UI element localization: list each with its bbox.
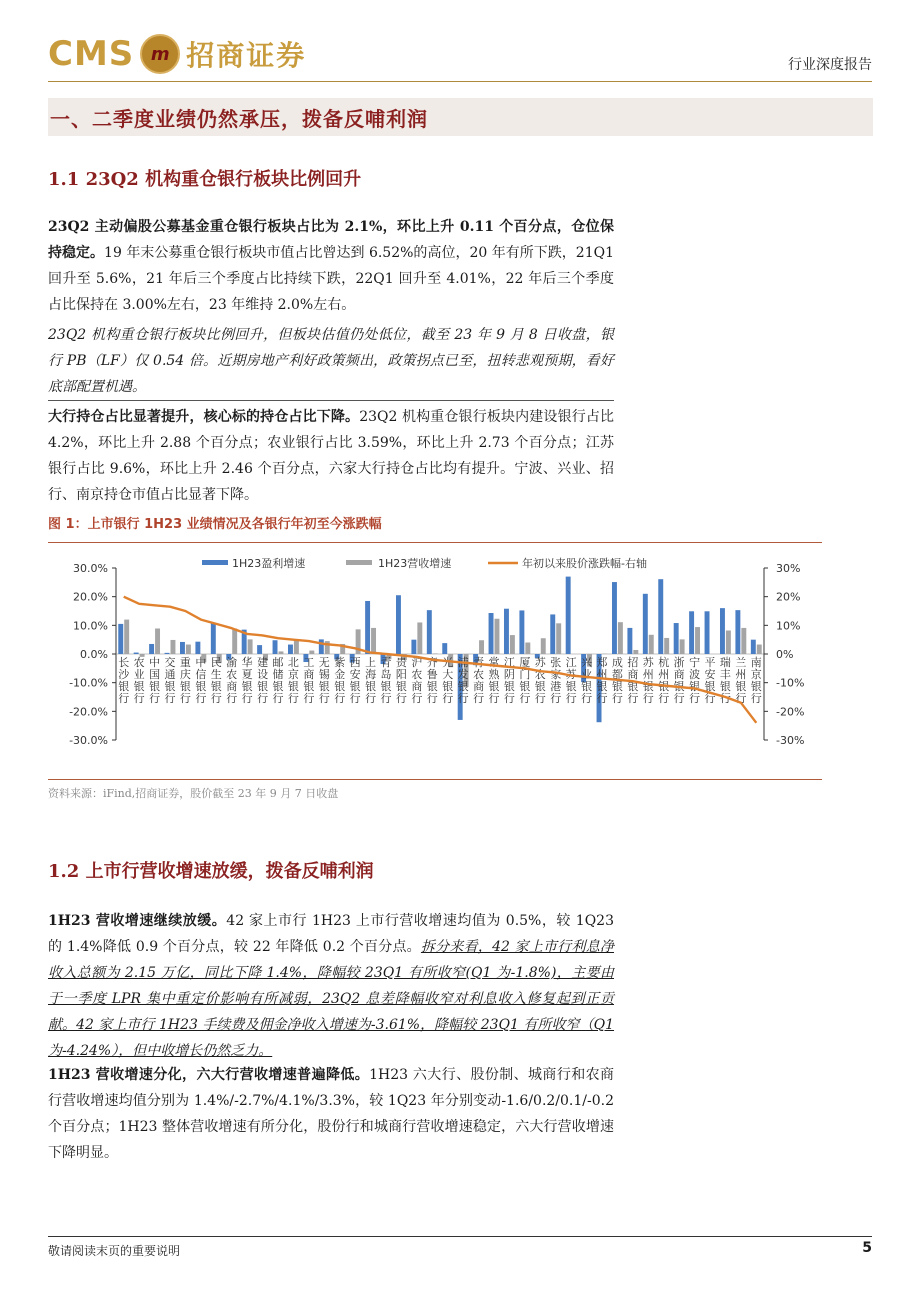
subsection-title-1-2: 1.2 上市行营收增速放缓，拨备反哺利润	[48, 861, 374, 882]
bar-revenue-growth	[741, 628, 746, 654]
bar-profit-growth	[149, 644, 154, 654]
bar-profit-growth	[720, 608, 725, 654]
category-label: 西安银行	[349, 656, 361, 705]
bar-profit-growth	[257, 645, 262, 654]
paragraph-big-banks	[48, 404, 614, 508]
category-label: 交通银行	[164, 656, 176, 705]
category-label: 光大银行	[442, 656, 454, 705]
bar-profit-growth	[442, 643, 447, 654]
bar-revenue-growth	[726, 630, 731, 654]
paragraph-revenue-divergence	[48, 1062, 614, 1166]
company-logo	[48, 34, 306, 74]
left-tick-label: 20.0%	[73, 590, 108, 604]
left-tick-label: -20.0%	[69, 705, 108, 719]
bar-revenue-growth	[664, 638, 669, 654]
bar-profit-growth	[165, 653, 170, 654]
category-label: 青岛银行	[380, 656, 392, 705]
bar-revenue-growth	[186, 645, 191, 654]
bar-revenue-growth	[371, 628, 376, 654]
category-label: 宁波银行	[689, 656, 701, 705]
report-type: 行业深度报告	[788, 57, 872, 73]
bar-profit-growth	[658, 579, 663, 654]
category-label: 苏州银行	[642, 656, 654, 705]
bar-revenue-growth	[155, 628, 160, 654]
bar-revenue-growth	[417, 622, 422, 654]
category-label: 浦发银行	[457, 656, 469, 705]
left-tick-label: 30.0%	[73, 562, 108, 575]
bar-profit-growth	[118, 624, 123, 654]
category-label: 齐鲁银行	[426, 656, 438, 705]
bar-profit-growth	[319, 639, 324, 654]
bar-revenue-growth	[124, 620, 129, 654]
bar-revenue-growth	[309, 651, 314, 654]
right-tick-label: 20%	[776, 590, 801, 604]
legend-swatch-profit	[202, 560, 228, 565]
category-label: 厦门银行	[519, 656, 531, 705]
category-labels	[118, 655, 762, 705]
bar-profit-growth	[612, 582, 617, 654]
bar-revenue-growth	[618, 622, 623, 654]
bar-profit-growth	[288, 645, 293, 654]
category-label: 中信银行	[195, 656, 207, 705]
logo-chinese: 招商证券	[186, 39, 307, 72]
right-tick-label: -30%	[776, 734, 805, 747]
bar-profit-growth	[427, 610, 432, 654]
bar-revenue-growth	[279, 651, 284, 654]
category-label: 北京银行	[287, 656, 299, 705]
left-tick-label: -10.0%	[69, 676, 108, 690]
bar-profit-growth	[489, 613, 494, 654]
category-label: 民生银行	[210, 656, 222, 705]
bar-profit-growth	[550, 614, 555, 654]
category-label: 张家港行	[550, 656, 562, 705]
paragraph-revenue-slowdown	[48, 908, 614, 1064]
paragraph-valuation	[48, 322, 614, 401]
left-tick-label: -30.0%	[69, 734, 108, 747]
bar-revenue-growth	[633, 650, 638, 654]
logo-badge-icon: m	[140, 34, 180, 74]
footer-divider	[48, 1236, 872, 1237]
category-label: 中国银行	[149, 656, 161, 705]
footer-note: 敬请阅读末页的重要说明	[48, 1244, 181, 1258]
paragraph-body: 42 家上市行 1H23 上市行营收增速均值为 0.5%，较 1Q23 的 1.4%降低 0.9 个百分点，较 22 年降低 0.2 个百分点。	[48, 913, 614, 955]
legend-label-revenue: 1H23营收增速	[378, 557, 452, 570]
legend-swatch-revenue	[346, 560, 372, 565]
category-label: 江苏银行	[565, 656, 577, 705]
bar-profit-growth	[180, 642, 185, 654]
paragraph-lead: 23Q2 主动偏股公募基金重仓银行板块占比为 2.1%，环比上升 0.11 个百分点，仓位保持稳定。	[48, 219, 614, 261]
page-number: 5	[862, 1240, 872, 1256]
bar-revenue-growth	[757, 645, 762, 654]
bar-revenue-growth	[680, 639, 685, 654]
paragraph-lead: 大行持仓占比显著提升，核心标的持仓占比下降。	[48, 409, 360, 425]
bar-profit-growth	[735, 610, 740, 654]
category-label: 紫金银行	[334, 656, 346, 705]
right-tick-label: 10%	[776, 619, 801, 633]
category-label: 浙商银行	[673, 656, 685, 705]
bar-profit-growth	[689, 611, 694, 654]
bar-profit-growth	[211, 623, 216, 654]
category-label: 青农商行	[473, 656, 485, 705]
paragraph-body: 1H23 六大行、股份制、城商行和农商行营收增速均值分别为 1.4%/-2.7%/4.1%/3.3%，较 1Q23 年分别变动-1.6/0.2/0.1/-0.2 个百分点；1H23 整体营收增速有所分化，股份行和城商行营收增速稳定，六大行营收增速下降明显。	[48, 1067, 614, 1161]
category-label: 兴业银行	[581, 656, 593, 705]
bar-profit-growth	[627, 628, 632, 654]
bar-profit-growth	[365, 601, 370, 654]
bar-profit-growth	[504, 609, 509, 654]
category-label: 成都银行	[611, 656, 623, 705]
bank-performance-chart	[48, 548, 828, 776]
bar-revenue-growth	[479, 640, 484, 654]
category-label: 沪农商行	[411, 656, 423, 705]
bar-profit-growth	[705, 611, 710, 654]
left-tick-label: 0.0%	[80, 648, 108, 661]
right-tick-label: -20%	[776, 705, 805, 719]
category-label: 兰州银行	[735, 656, 747, 705]
legend-label-profit: 1H23盈利增速	[232, 557, 306, 570]
category-label: 杭州银行	[658, 656, 670, 705]
bar-revenue-growth	[510, 635, 515, 654]
legend-label-price: 年初以来股价涨跌幅-右轴	[522, 557, 647, 570]
bar-profit-growth	[519, 610, 524, 654]
bar-profit-growth	[134, 653, 139, 654]
logo-latin: CMS	[48, 34, 135, 74]
category-label: 苏农银行	[534, 656, 546, 705]
category-label: 华夏银行	[241, 656, 253, 705]
bar-profit-growth	[411, 640, 416, 654]
bar-revenue-growth	[525, 643, 530, 654]
category-label: 南京银行	[750, 656, 762, 705]
left-tick-label: 10.0%	[73, 619, 108, 633]
category-label: 工商银行	[303, 656, 315, 705]
figure-top-rule	[48, 542, 822, 543]
category-label: 瑞丰银行	[719, 656, 731, 705]
bar-profit-growth	[566, 577, 571, 654]
bar-revenue-growth	[556, 623, 561, 654]
bar-profit-growth	[751, 640, 756, 654]
bar-revenue-growth	[294, 641, 299, 654]
category-label: 招商银行	[627, 656, 639, 705]
category-label: 渝农商行	[226, 656, 238, 705]
right-tick-label: -10%	[776, 676, 805, 690]
bar-revenue-growth	[541, 638, 546, 654]
category-label: 平安银行	[704, 656, 716, 705]
paragraph-italic: 拆分来看，42 家上市行利息净收入总额为 2.15 万亿，同比下降 1.4%，降幅较 23Q1 有所收窄(Q1 为-1.8%)，主要由于一季度 LPR 集中重定价影响有所减弱，23Q2 息差降幅收窄对利息收入修复起到正贡献。42 家上市行 1H23 手续费及佣金净收入增速为-3.61%，降幅较 23Q1 有所收窄（Q1 为-4.24%），但中收增长仍然乏力。	[48, 939, 614, 1059]
header-divider	[48, 81, 872, 82]
bar-revenue-growth	[495, 619, 500, 654]
bar-profit-growth	[643, 594, 648, 654]
paragraph-fund-holdings	[48, 214, 614, 318]
bar-revenue-growth	[695, 627, 700, 654]
subsection-title-1-1: 1.1 23Q2 机构重仓银行板块比例回升	[48, 169, 362, 190]
bar-profit-growth	[195, 642, 200, 654]
paragraph-body: 19 年末公募重仓银行板块市值占比曾达到 6.52%的高位，20 年有所下跌，21Q1 回升至 5.6%，21 年后三个季度占比持续下跌，22Q1 回升至 4.01%，22 年后三个季度占比保持在 3.00%左右，23 年维持 2.0%左右。	[48, 245, 615, 313]
bar-revenue-growth	[232, 628, 237, 654]
bar-profit-growth	[674, 623, 679, 654]
category-label: 邮储银行	[272, 656, 284, 705]
category-label: 无锡银行	[318, 656, 330, 705]
category-label: 农业银行	[133, 656, 145, 705]
figure-source: 资料来源：iFind,招商证券，股价截至 23 年 9 月 7 日收盘	[48, 787, 339, 800]
category-label: 江阴银行	[503, 656, 515, 705]
right-tick-label: 30%	[776, 562, 801, 575]
bar-revenue-growth	[248, 639, 253, 654]
bar-revenue-growth	[171, 640, 176, 654]
chart-legend	[202, 556, 647, 570]
right-tick-label: 0%	[776, 648, 794, 661]
bar-profit-growth	[396, 595, 401, 654]
category-label: 郑州银行	[596, 656, 608, 705]
right-axis	[764, 562, 804, 747]
category-label: 长沙银行	[118, 656, 130, 705]
category-label: 重庆银行	[179, 656, 191, 705]
section-title: 一、二季度业绩仍然承压，拨备反哺利润	[50, 107, 428, 131]
figure-bottom-rule	[48, 779, 822, 780]
category-label: 上海银行	[365, 656, 377, 705]
category-label: 常熟银行	[488, 656, 500, 705]
bar-revenue-growth	[649, 635, 654, 654]
paragraph-body: 23Q2 机构重仓银行板块内建设银行占比 4.2%，环比上升 2.88 个百分点；农业银行占比 3.59%，环比上升 2.73 个百分点；江苏银行占比 9.6%，环比上升 2.46 个百分点，六家大行持仓占比均有提升。宁波、兴业、招行、南京持仓市值占比显著下降。	[48, 409, 615, 503]
category-label: 贵阳银行	[395, 656, 407, 705]
category-label: 建设银行	[257, 656, 269, 705]
paragraph-lead: 1H23 营收增速继续放缓。	[48, 913, 227, 929]
paragraph-lead: 1H23 营收增速分化，六大行营收增速普遍降低。	[48, 1067, 370, 1083]
paragraph-body-italic: 23Q2 机构重仓银行板块比例回升，但板块估值仍处低位，截至 23 年 9 月 8 日收盘，银行 PB（LF）仅 0.54 倍。近期房地产利好政策频出，政策拐点已至，扭转悲观预期，看好底部配置机遇。	[48, 327, 614, 395]
figure-title: 图 1：上市银行 1H23 业绩情况及各银行年初至今涨跌幅	[48, 517, 382, 532]
bar-revenue-growth	[433, 653, 438, 654]
bar-profit-growth	[273, 640, 278, 654]
